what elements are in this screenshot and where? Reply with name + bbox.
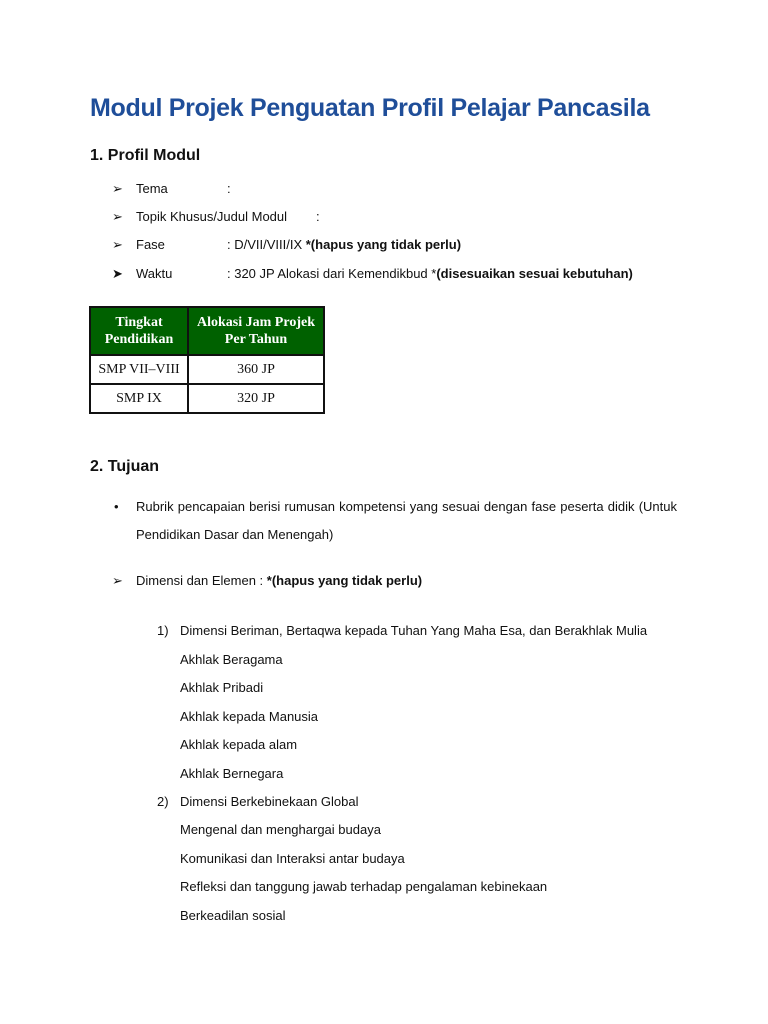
table-header-cell: Alokasi Jam Projek Per Tahun [188,307,324,355]
arrow-bullet-icon: ➢ [112,209,123,224]
arrow-bullet-icon: ➢ [112,181,123,196]
item-value: : [227,181,231,196]
dot-bullet-icon: • [114,499,119,514]
arrow-bullet-icon: ➢ [112,237,123,252]
table-header-row [90,307,324,355]
dimensi-note: *(hapus yang tidak perlu) [266,573,423,588]
element-item: Akhlak Pribadi [180,680,264,695]
allocation-table [89,306,325,414]
element-item: Komunikasi dan Interaksi antar budaya [180,851,405,866]
table-header-cell: Tingkat Pendidikan [90,307,188,355]
dimension-title: Dimensi Berkebinekaan Global [180,794,359,809]
item-note: *(hapus yang tidak perlu) [305,237,462,252]
element-item: Refleksi dan tanggung jawab terhadap pengalaman kebinekaan [180,879,548,894]
item-value: : D/VII/VIII/IX [227,237,306,252]
list-number: 2) [157,794,169,809]
item-note: (disesuaikan sesuai kebutuhan) [436,266,633,281]
section-heading-tujuan: 2. Tujuan [90,458,160,475]
item-label: Waktu [136,266,173,281]
list-number: 1) [157,623,169,638]
section-heading-profil-modul: 1. Profil Modul [90,147,201,164]
dimensi-label: Dimensi dan Elemen : [136,573,267,588]
item-value: : 320 JP Alokasi dari Kemendikbud * [227,266,437,281]
item-label: Tema [136,181,168,196]
tujuan-paragraph: Rubrik pencapaian berisi rumusan kompetensi yang sesuai dengan fase peserta didik (Untuk Pendidikan Dasar dan Menengah) [136,499,677,542]
element-item: Akhlak Bernegara [180,766,284,781]
element-item: Mengenal dan menghargai budaya [180,822,381,837]
table-cell: 320 JP [188,384,324,413]
element-item: Akhlak kepada Manusia [180,709,319,724]
element-item: Berkeadilan sosial [180,908,286,923]
item-label: Topik Khusus/Judul Modul [136,209,288,224]
table-cell: 360 JP [188,355,324,384]
arrow-bullet-icon: ➤ [112,266,123,281]
arrow-bullet-icon: ➢ [112,573,123,588]
table-cell: SMP VII–VIII [90,355,188,384]
table-cell: SMP IX [90,384,188,413]
page-title: Modul Projek Penguatan Profil Pelajar Pancasila [90,94,650,122]
dimension-title: Dimensi Beriman, Bertaqwa kepada Tuhan Yang Maha Esa, dan Berakhlak Mulia [180,623,648,638]
dimensi-line [136,573,422,589]
table-row [90,355,324,384]
item-value: : [316,209,320,224]
item-label: Fase [136,237,165,252]
table-row [90,384,324,413]
element-item: Akhlak Beragama [180,652,283,667]
element-item: Akhlak kepada alam [180,737,298,752]
